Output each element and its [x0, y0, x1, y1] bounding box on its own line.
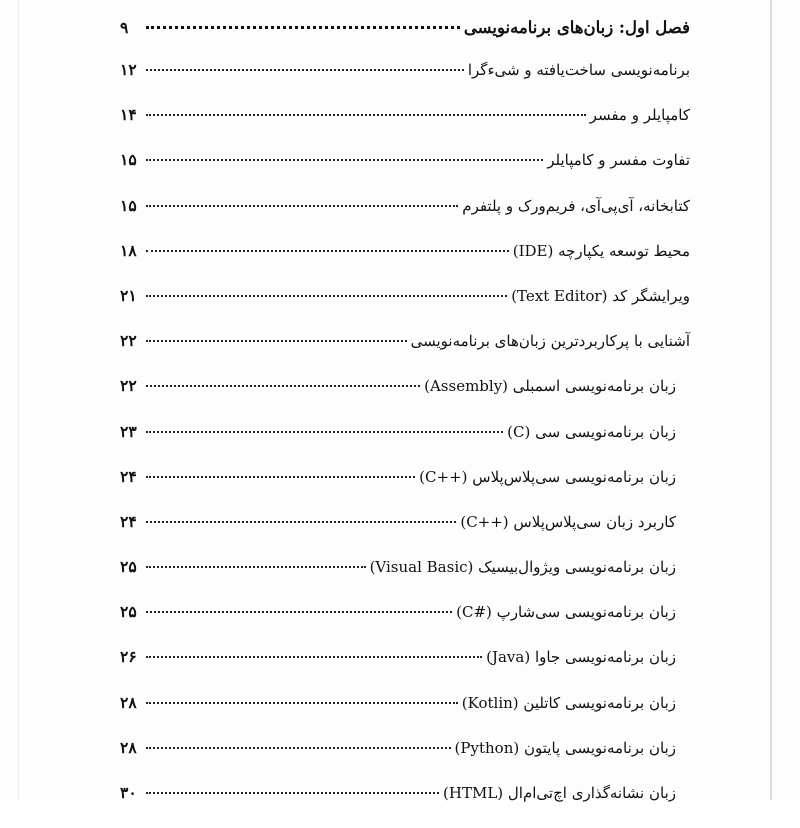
dot-leader: [146, 521, 456, 523]
dot-leader: [146, 114, 586, 116]
toc-entry: [120, 196, 690, 241]
toc-entry-page-number: ۱۸: [120, 240, 137, 260]
toc-entry-page-number: ۲۳: [120, 421, 137, 441]
toc-entry-title: برنامه‌نویسی ساخت‌یافته و شیءگرا: [467, 61, 690, 79]
toc-entry-page-number: ۱۵: [120, 195, 137, 215]
page-edge-left: [18, 0, 19, 800]
toc-entry: [120, 331, 690, 376]
chapter-page-number: ۹: [120, 18, 129, 37]
toc-entry-page-number: ۲۴: [120, 511, 137, 531]
dot-leader: [146, 26, 460, 29]
toc-entry-page-number: ۱۴: [120, 105, 137, 125]
toc-entry: [120, 738, 690, 783]
dot-leader: [146, 476, 415, 478]
toc-entry-title: زبان برنامه‌نویسی سی‌پلاس‌پلاس (++C): [419, 467, 676, 486]
toc-entry-title: محیط توسعه یکپارچه (IDE): [512, 241, 690, 260]
toc-entry-title: کاربرد زبان سی‌پلاس‌پلاس (++C): [460, 512, 676, 531]
toc-entry-title: تفاوت مفسر و کامپایلر: [547, 151, 690, 170]
page-edge-right: [770, 0, 772, 800]
dot-leader: [146, 611, 452, 613]
toc-entry-title: کتابخانه، آی‌پی‌آی، فریم‌ورک و پلتفرم: [462, 196, 690, 215]
toc-entry-title: آشنایی با پرکاربردترین زبان‌های برنامه‌نویسی: [410, 332, 690, 351]
toc-entry: [120, 422, 690, 467]
toc-entry-title: زبان برنامه‌نویسی سی (C): [507, 422, 676, 441]
dot-leader: [146, 747, 451, 749]
toc-entry: [120, 376, 690, 421]
toc-entry-list: [120, 60, 690, 828]
toc-entry: [120, 783, 690, 828]
toc-chapter-heading: [120, 18, 690, 60]
toc-entry-title: زبان برنامه‌نویسی سی‌شارپ (#C): [456, 603, 676, 622]
toc-entry-page-number: ۲۱: [120, 285, 137, 305]
dot-leader: [146, 656, 482, 658]
toc-entry: [120, 557, 690, 602]
dot-leader: [146, 431, 503, 433]
dot-leader: [146, 340, 407, 342]
toc-entry-title: زبان برنامه‌نویسی اسمبلی (Assembly): [424, 377, 676, 396]
toc-entry: [120, 105, 690, 150]
toc-entry: [120, 647, 690, 692]
toc-entry-title: ویرایشگر کد (Text Editor): [511, 286, 690, 305]
chapter-title: فصل اول: زبان‌های برنامه‌نویسی: [463, 18, 690, 37]
dot-leader: [146, 702, 458, 704]
toc-entry: [120, 467, 690, 512]
toc-entry-title: زبان برنامه‌نویسی کاتلین (Kotlin): [461, 693, 676, 712]
toc-entry: [120, 512, 690, 557]
toc-entry-page-number: ۲۴: [120, 466, 137, 486]
dot-leader: [146, 792, 439, 794]
toc-entry-page-number: ۲۵: [120, 602, 137, 622]
toc-entry-page-number: ۱۲: [120, 60, 137, 79]
toc-entry: [120, 602, 690, 647]
toc-entry-page-number: ۲۲: [120, 331, 137, 351]
dot-leader: [146, 69, 464, 71]
toc-entry-page-number: ۲۶: [120, 647, 137, 667]
toc-entry: [120, 60, 690, 105]
dot-leader: [146, 295, 507, 297]
toc-entry: [120, 693, 690, 738]
toc-entry-title: زبان برنامه‌نویسی ویژوال‌بیسیک (Visual Basic): [369, 558, 676, 577]
toc-entry-page-number: ۲۲: [120, 376, 137, 396]
toc-entry-page-number: ۳۰: [120, 783, 137, 802]
toc-entry-page-number: ۱۵: [120, 150, 137, 170]
dot-leader: [146, 250, 509, 252]
toc-entry-title: زبان برنامه‌نویسی جاوا (Java): [486, 648, 676, 667]
toc-entry-title: زبان نشانه‌گذاری اچ‌تی‌ام‌ال (HTML): [443, 784, 676, 802]
dot-leader: [146, 385, 420, 387]
dot-leader: [146, 566, 366, 568]
table-of-contents: [120, 18, 690, 828]
toc-entry-title: کامپایلر و مفسر: [589, 106, 690, 125]
toc-entry-page-number: ۲۸: [120, 692, 137, 712]
toc-entry-title: زبان برنامه‌نویسی پایتون (Python): [454, 738, 676, 757]
dot-leader: [146, 159, 543, 161]
dot-leader: [146, 205, 458, 207]
toc-entry-page-number: ۲۵: [120, 557, 137, 577]
toc-entry: [120, 241, 690, 286]
toc-entry: [120, 150, 690, 195]
toc-entry: [120, 286, 690, 331]
toc-entry-page-number: ۲۸: [120, 737, 137, 757]
